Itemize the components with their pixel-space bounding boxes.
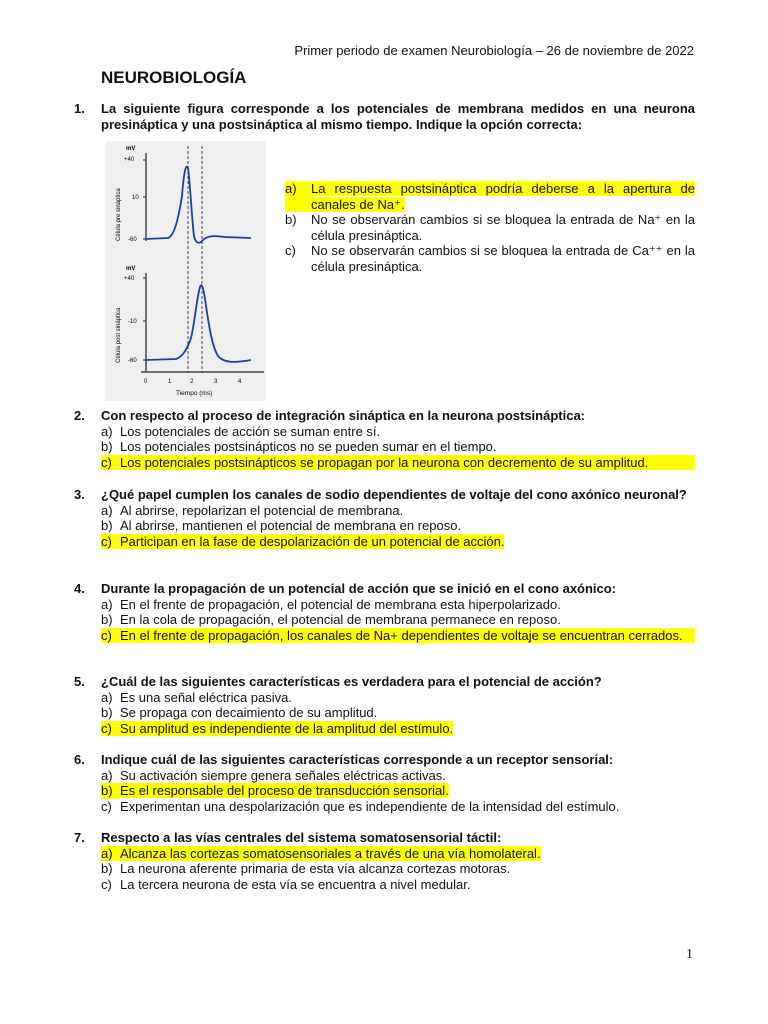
option-text: En el frente de propagación, el potencial de membrana esta hiperpolarizado. [120, 596, 561, 612]
question-stem: ¿Cuál de las siguientes características es verdadera para el potencial de acción? [101, 674, 602, 689]
bottom-unit-label: mV [126, 266, 136, 272]
option-b [101, 518, 695, 534]
x-axis-label: Tiempo (ms) [176, 390, 213, 397]
option-letter: a) [101, 767, 113, 783]
question-5 [74, 674, 695, 736]
option-letter: c) [101, 721, 120, 737]
question-3 [74, 487, 695, 549]
option-text: Se propaga con decaimiento de su amplitud. [120, 705, 378, 720]
x-tick-label: 3 [214, 379, 218, 385]
question-stem: Respecto a las vías centrales del sistema somatosensorial táctil: [101, 830, 502, 845]
membrane-potential-plot [106, 141, 266, 401]
question-1 [74, 101, 695, 132]
option-letter: b) [285, 212, 297, 227]
question-number: 2. [74, 408, 85, 423]
option-letter: a) [101, 423, 113, 439]
option-letter: b) [101, 705, 113, 720]
question-number: 6. [74, 752, 85, 767]
x-tick-label: 1 [168, 379, 172, 385]
option-text: Los potenciales postsinápticos se propagan por la neurona con decremento de su amplitud. [120, 454, 649, 470]
option-a [101, 768, 695, 784]
top-tick-label: +40 [124, 157, 135, 163]
option-text: Participan en la fase de despolarización de un potencial de acción. [120, 533, 505, 549]
question-4 [74, 581, 695, 643]
postsynaptic-trace [146, 285, 251, 362]
option-text: En la cola de propagación, el potencial de membrana permanece en reposo. [120, 612, 561, 627]
option-letter: a) [285, 181, 311, 212]
option-text: Es el responsable del proceso de transducción sensorial. [120, 783, 449, 798]
option-c [101, 455, 695, 471]
option-c [101, 628, 695, 644]
option-a [101, 424, 695, 440]
question-number: 7. [74, 830, 85, 845]
option-letter: b) [101, 783, 120, 799]
option-letter: a) [101, 846, 120, 862]
option-text: Es una señal eléctrica pasiva. [120, 689, 292, 705]
bottom-tick-label: -60 [128, 358, 137, 364]
question-number: 5. [74, 674, 85, 689]
option-text: Experimentan una despolarización que es independiente de la intensidad del estímulo. [120, 798, 620, 814]
option-letter: c) [101, 454, 112, 470]
membrane-potential-figure [106, 141, 266, 401]
option-letter: a) [101, 502, 113, 518]
option-a [285, 181, 695, 212]
option-text: La tercera neurona de esta vía se encuentra a nivel medular. [120, 876, 471, 892]
top-y-label: Célula pre sináptica [116, 188, 122, 241]
option-a [101, 597, 695, 613]
option-c [285, 243, 695, 274]
option-letter: b) [101, 518, 113, 533]
page-number: 1 [686, 947, 693, 962]
page-header: Primer periodo de examen Neurobiología – 26 de noviembre de 2022 [294, 43, 694, 58]
option-b [101, 439, 695, 455]
top-tick-label: -60 [128, 237, 137, 243]
option-b [101, 861, 695, 877]
option-letter: c) [101, 798, 112, 814]
question-1-options [285, 181, 695, 274]
option-letter: b) [101, 861, 113, 876]
question-2 [74, 408, 695, 470]
option-b [285, 212, 695, 243]
option-letter: c) [101, 627, 112, 643]
option-letter: a) [101, 689, 113, 705]
option-b [101, 612, 695, 628]
option-letter: c) [101, 876, 112, 892]
option-b [101, 783, 695, 799]
option-c [101, 721, 695, 737]
question-stem: Indique cuál de las siguientes características corresponde a un receptor sensorial: [101, 752, 614, 767]
option-text: Al abrirse, repolarizan el potencial de membrana. [120, 502, 404, 518]
option-text: Su amplitud es independiente de la amplitud del estímulo. [120, 720, 454, 736]
option-c [101, 799, 695, 815]
question-number: 1. [74, 101, 85, 116]
x-tick-label: 0 [144, 379, 148, 385]
option-a [101, 503, 695, 519]
top-unit-label: mV [126, 146, 136, 152]
option-a [101, 690, 695, 706]
option-text: Los potenciales postsinápticos no se pueden sumar en el tiempo. [120, 439, 497, 454]
option-text: Su activación siempre genera señales eléctricas activas. [120, 767, 446, 783]
option-b [101, 705, 695, 721]
question-6 [74, 752, 695, 814]
question-number: 3. [74, 487, 85, 502]
question-stem: La siguiente figura corresponde a los potenciales de membrana medidos en una neurona presináptica y una postsináptica al mismo tiempo. Indique la opción correcta: [101, 101, 695, 132]
option-letter: c) [285, 243, 296, 258]
option-text: No se observarán cambios si se bloquea la entrada de Ca⁺⁺ en la célula presináptica. [311, 243, 695, 274]
option-letter: a) [101, 596, 113, 612]
x-tick-label: 4 [238, 379, 242, 385]
option-c [101, 534, 695, 550]
option-letter: b) [101, 612, 113, 627]
question-stem: ¿Qué papel cumplen los canales de sodio dependientes de voltaje del cono axónico neuronal? [101, 487, 687, 502]
option-letter: b) [101, 439, 113, 454]
option-text: La respuesta postsináptica podría deberse a la apertura de canales de Na⁺. [311, 181, 695, 212]
option-text: No se observarán cambios si se bloquea la entrada de Na⁺ en la célula presináptica. [311, 212, 695, 243]
option-text: La neurona aferente primaria de esta vía alcanza cortezas motoras. [120, 861, 511, 876]
question-stem: Con respecto al proceso de integración sináptica en la neurona postsináptica: [101, 408, 586, 423]
option-c [101, 877, 695, 893]
option-a [101, 846, 695, 862]
option-text: Al abrirse, mantienen el potencial de membrana en reposo. [120, 518, 462, 533]
presynaptic-trace [146, 167, 251, 243]
option-letter: c) [101, 534, 120, 550]
option-text: Alcanza las cortezas somatosensoriales a través de una vía homolateral. [120, 845, 541, 861]
question-7 [74, 830, 695, 892]
question-stem: Durante la propagación de un potencial de acción que se inició en el cono axónico: [101, 581, 617, 596]
question-number: 4. [74, 581, 85, 596]
page-title: NEUROBIOLOGÍA [101, 68, 247, 87]
bottom-tick-label: -10 [128, 319, 137, 325]
x-tick-label: 2 [190, 379, 194, 385]
bottom-y-label: Célula post sináptica [116, 307, 122, 363]
option-text: Los potenciales de acción se suman entre sí. [120, 423, 381, 439]
bottom-tick-label: +40 [124, 276, 135, 282]
option-text: En el frente de propagación, los canales de Na+ dependientes de voltaje se encuentran cerrados. [120, 627, 683, 643]
top-tick-label: 10 [132, 195, 139, 201]
